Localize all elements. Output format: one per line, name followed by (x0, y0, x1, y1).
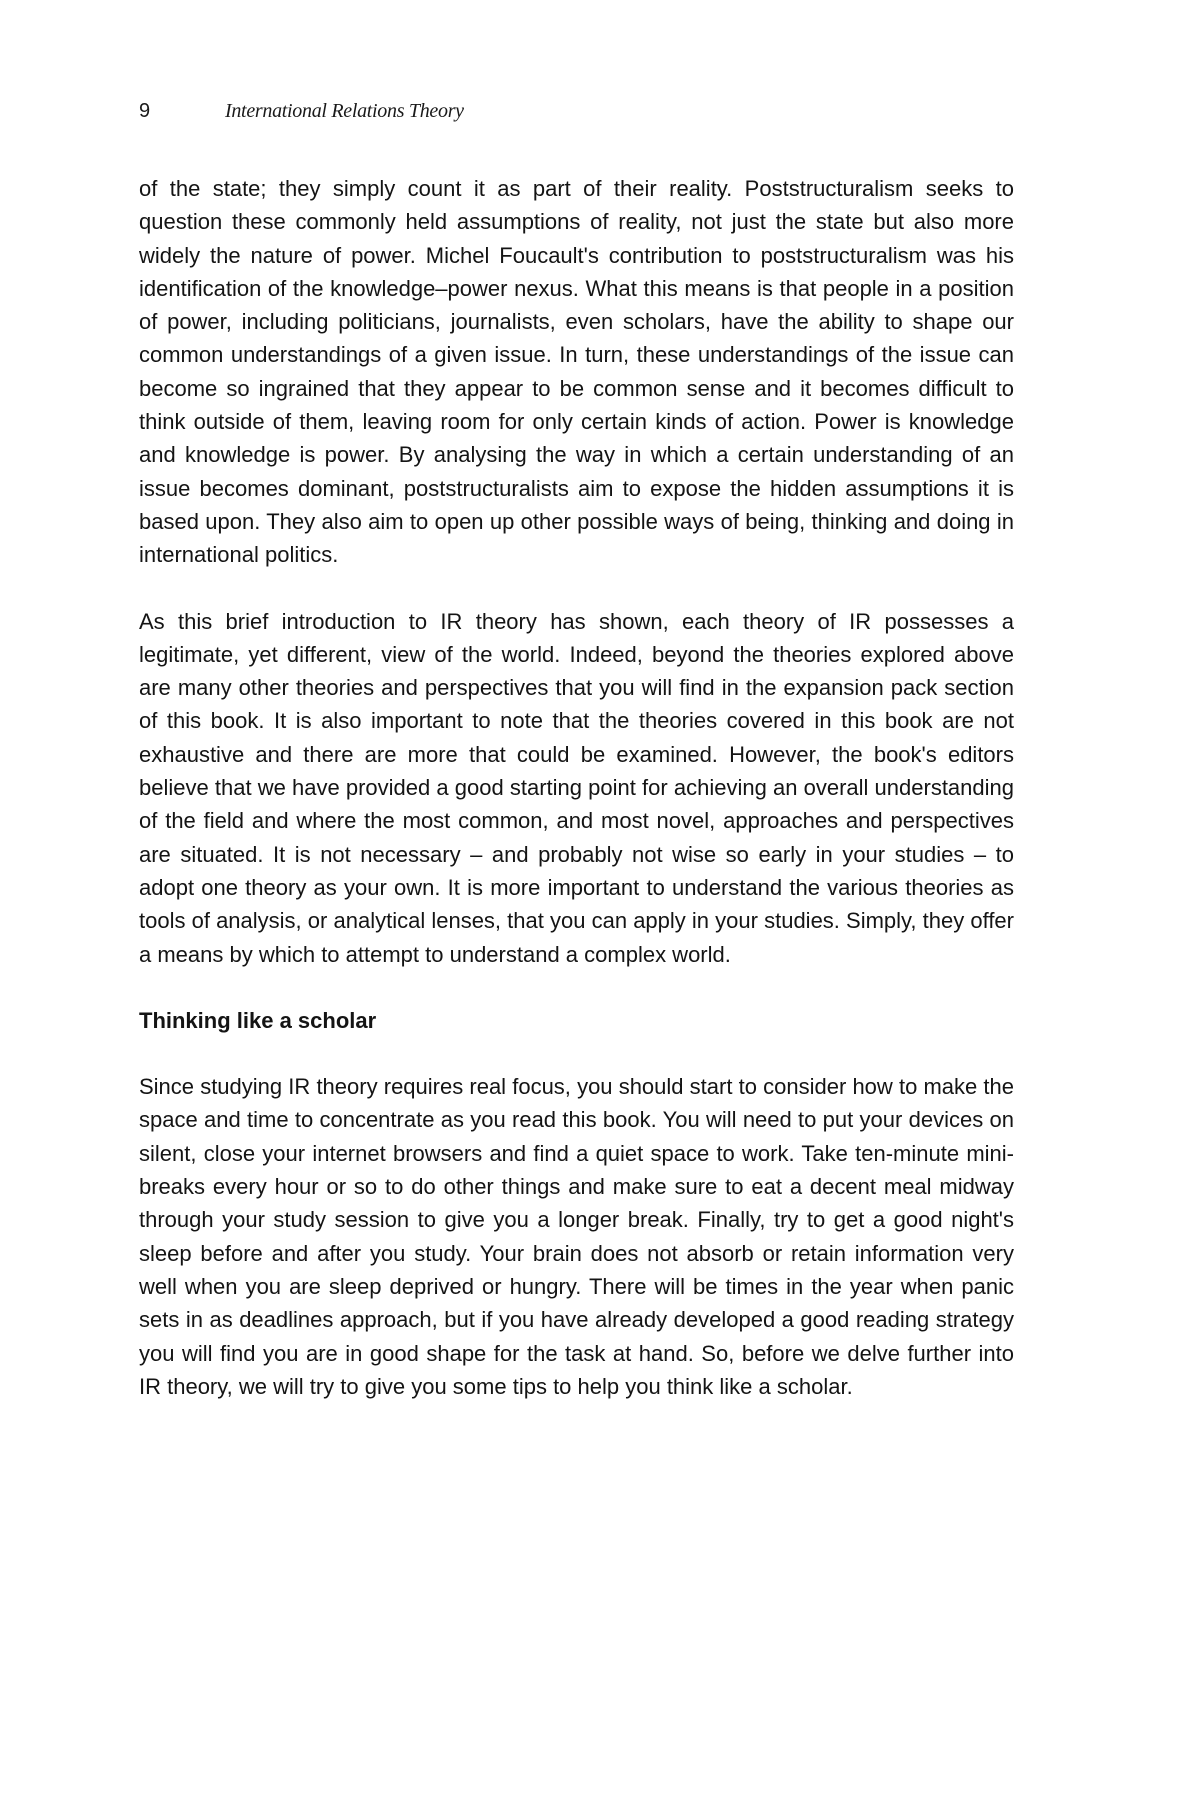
running-title: International Relations Theory (225, 99, 464, 122)
paragraph-poststructuralism: of the state; they simply count it as part of their reality. Poststructuralism seeks to question these commonly held assumptions of reality, not just the state but also more widely the nature of power. Michel Foucault's contribution to poststructuralism was his identification of the knowledge–power nexus. What this means is that people in a position of power, including politicians, journalists, even scholars, have the ability to shape our common understandings of a given issue. In turn, these understandings of the issue can become so ingrained that they appear to be common sense and it becomes difficult to think outside of them, leaving room for only certain kinds of action. Power is knowledge and knowledge is power. By analysing the way in which a certain understanding of an issue becomes dominant, poststructuralists aim to expose the hidden assumptions it is based upon. They also aim to open up other possible ways of being, thinking and doing in international politics. (139, 176, 1014, 568)
paragraph-ir-theory-summary: As this brief introduction to IR theory has shown, each theory of IR possesses a legitimate, yet different, view of the world. Indeed, beyond the theories explored above are many other theories and perspectives that you will find in the expansion pack section of this book. It is also important to note that the theories covered in this book are not exhaustive and there are more that could be examined. However, the book's editors believe that we have provided a good starting point for achieving an overall understanding of the field and where the most common, and most novel, approaches and perspectives are situated. It is not necessary – and probably not wise so early in your studies – to adopt one theory as your own. It is more important to understand the various theories as tools of analysis, or analytical lenses, that you can apply in your studies. Simply, they offer a means by which to attempt to understand a complex world. (139, 608, 1014, 967)
body-text (139, 172, 1014, 1403)
running-head (139, 96, 464, 126)
section-heading: Thinking like a scholar (139, 1007, 377, 1033)
page-number: 9 (139, 99, 151, 122)
paragraph-study-tips: Since studying IR theory requires real focus, you should start to consider how to make the space and time to concentrate as you read this book. You will need to put your devices on silent, close your internet browsers and find a quiet space to work. Take ten-minute mini-breaks every hour or so to do other things and make sure to eat a decent meal midway through your study session to give you a longer break. Finally, try to get a good night's sleep before and after you study. Your brain does not absorb or retain information very well when you are sleep deprived or hungry. There will be times in the year when panic sets in as deadlines approach, but if you have already developed a good reading strategy you will find you are in good shape for the task at hand. So, before we delve further into IR theory, we will try to give you some tips to help you think like a scholar. (139, 1074, 1014, 1399)
